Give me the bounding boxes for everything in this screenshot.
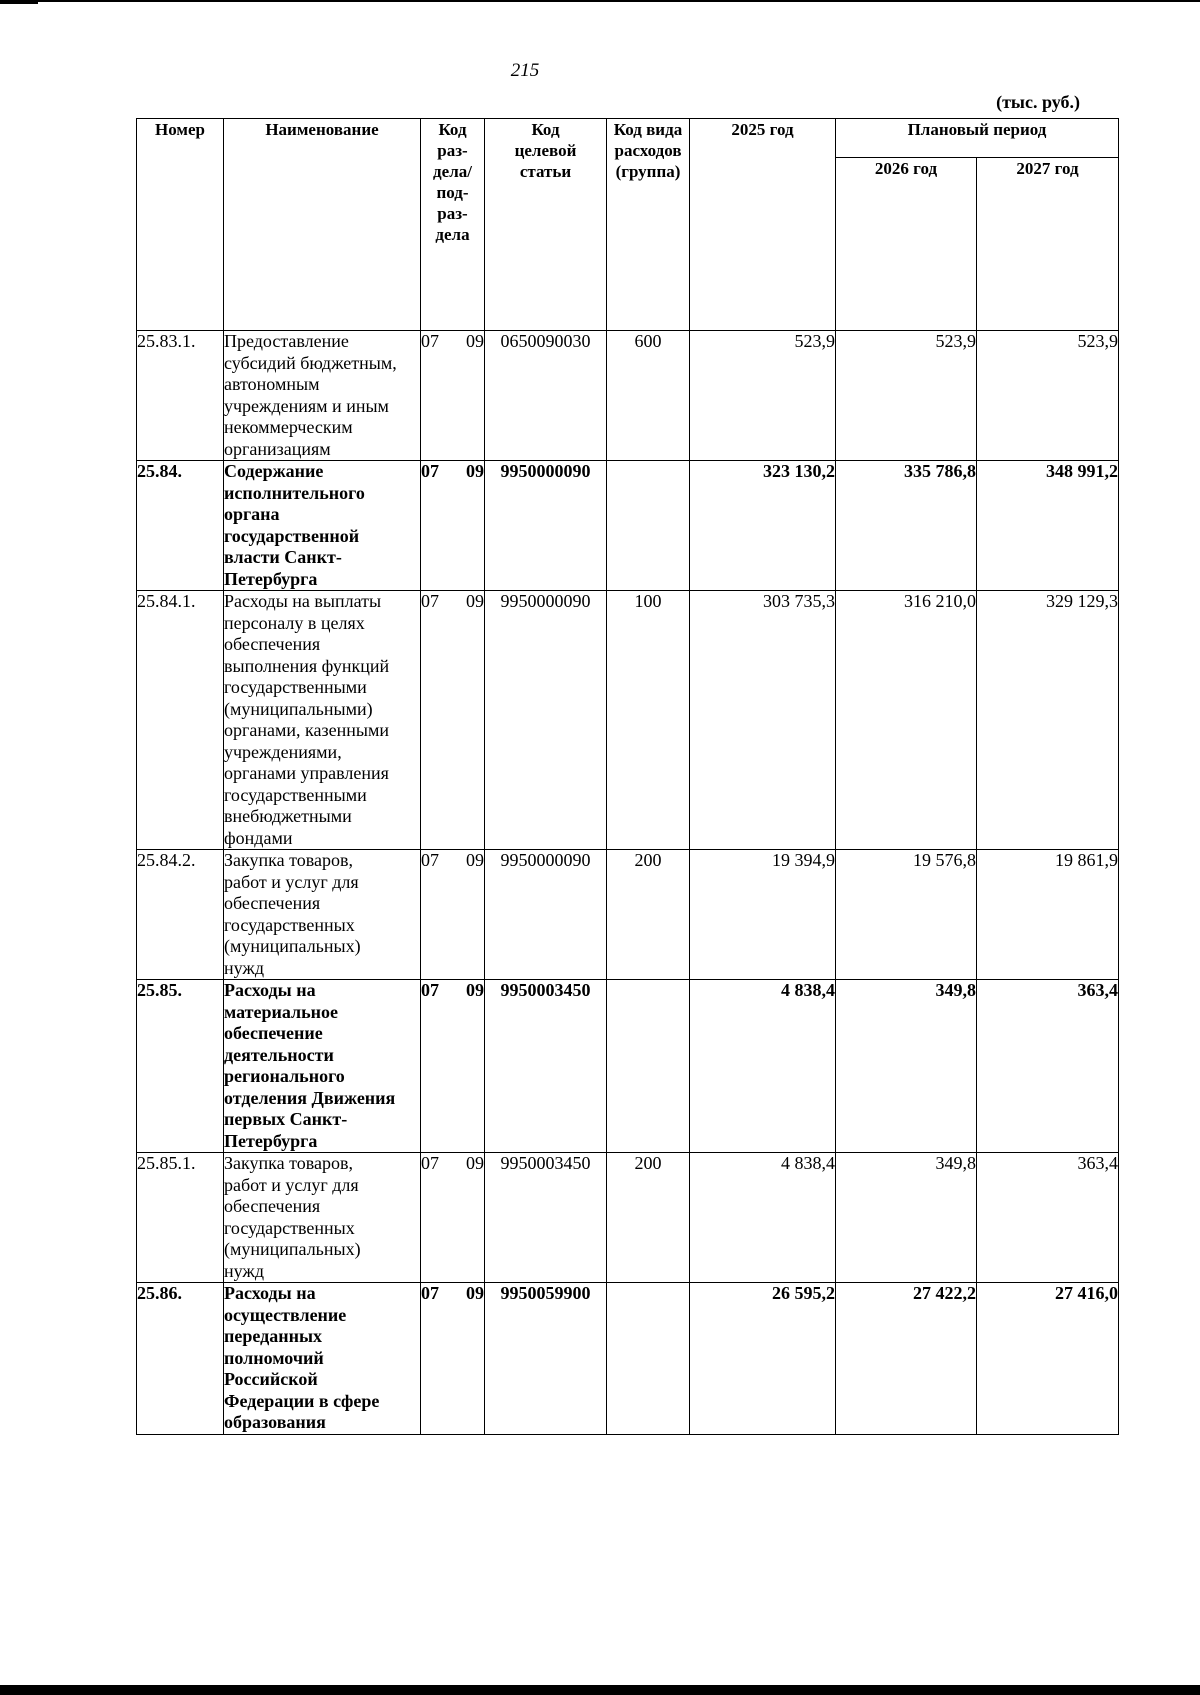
- header-line: Код: [531, 120, 560, 139]
- row-name-line: Петербурга: [224, 568, 318, 589]
- row-name: [224, 461, 421, 591]
- header-planned-period: Плановый период: [836, 119, 1119, 158]
- row-name-line: обеспечение: [224, 1023, 323, 1043]
- row-razdel: [421, 980, 485, 1153]
- row-name-line: образования: [224, 1412, 326, 1432]
- podrazdel-code: 09: [466, 980, 484, 1000]
- razdel-pair: [421, 461, 484, 483]
- row-name-line: Расходы на: [224, 1283, 316, 1303]
- table-body: [137, 331, 1119, 1435]
- row-value-2025: 303 735,3: [690, 591, 836, 850]
- row-name-line: регионального: [224, 1066, 345, 1086]
- row-name: [224, 1153, 421, 1283]
- header-line: Код: [438, 120, 467, 139]
- row-value-2025: 4 838,4: [690, 980, 836, 1153]
- row-value-2025: 26 595,2: [690, 1283, 836, 1435]
- header-name: Наименование: [224, 119, 421, 331]
- table-row: [137, 850, 1119, 980]
- row-name-line: внебюджетными: [224, 806, 352, 826]
- podrazdel-code: 09: [466, 331, 484, 351]
- row-value-2027: 19 861,9: [977, 850, 1119, 980]
- table-row: [137, 1283, 1119, 1435]
- row-value-2027: 329 129,3: [977, 591, 1119, 850]
- row-name-line: власти Санкт-: [224, 547, 342, 567]
- row-name-line: государственной: [224, 525, 360, 546]
- row-name-line: Расходы на: [224, 980, 316, 1000]
- row-name-line: Российской: [224, 1369, 318, 1389]
- row-name-line: государственными: [224, 784, 367, 805]
- header-year-2027: 2027 год: [977, 158, 1119, 331]
- row-name-line: учреждениям и иным: [224, 395, 389, 416]
- row-name-line: обеспечения: [224, 1196, 321, 1216]
- row-number: 25.83.1.: [137, 331, 224, 461]
- row-name-line: фондами: [224, 827, 293, 848]
- row-value-2026: 335 786,8: [836, 461, 977, 591]
- row-name-line: осуществление: [224, 1304, 347, 1325]
- row-target-code: 9950003450: [485, 1153, 607, 1283]
- row-name-line: субсидий бюджетным,: [224, 352, 397, 373]
- podrazdel-code: 09: [466, 1283, 484, 1303]
- row-number: 25.84.: [137, 461, 224, 591]
- row-razdel: [421, 1283, 485, 1435]
- header-year-2025: 2025 год: [690, 119, 836, 331]
- row-number: 25.84.2.: [137, 850, 224, 980]
- razdel-code: 07: [421, 1283, 439, 1303]
- row-name-line: Закупка товаров,: [224, 850, 353, 870]
- units-label: (тыс. руб.): [996, 92, 1080, 112]
- row-name-line: Петербурга: [224, 1130, 318, 1151]
- row-value-2025: 323 130,2: [690, 461, 836, 591]
- row-name-line: государственных: [224, 914, 355, 935]
- row-name-line: организациям: [224, 438, 331, 459]
- row-number: 25.85.1.: [137, 1153, 224, 1283]
- row-target-code: 0650090030: [485, 331, 607, 461]
- row-name: [224, 850, 421, 980]
- podrazdel-code: 09: [466, 461, 484, 481]
- row-value-2025: 523,9: [690, 331, 836, 461]
- row-name-line: материальное: [224, 1001, 339, 1022]
- row-name-line: Предоставление: [224, 331, 349, 351]
- row-name-line: полномочий: [224, 1347, 324, 1368]
- table-row: [137, 980, 1119, 1153]
- row-name-line: Содержание: [224, 461, 324, 481]
- header-line: целевой: [514, 141, 577, 160]
- row-target-code: 9950000090: [485, 591, 607, 850]
- podrazdel-code: 09: [466, 850, 484, 870]
- page-number: 215: [510, 60, 540, 81]
- row-razdel: [421, 331, 485, 461]
- row-name-line: (муниципальных): [224, 1239, 361, 1259]
- podrazdel-code: 09: [466, 1153, 484, 1173]
- row-name-line: исполнительного: [224, 482, 365, 503]
- row-name-line: работ и услуг для: [224, 1174, 359, 1195]
- header-line: Код вида: [613, 120, 683, 139]
- row-expense-type: [607, 461, 690, 591]
- header-line: (группа): [615, 162, 681, 181]
- header-row-1: [137, 119, 1119, 158]
- row-name-line: обеспечения: [224, 893, 321, 913]
- row-target-code: 9950059900: [485, 1283, 607, 1435]
- row-number: 25.84.1.: [137, 591, 224, 850]
- row-name-line: органа: [224, 504, 280, 524]
- row-value-2026: 316 210,0: [836, 591, 977, 850]
- razdel-pair: [421, 850, 484, 872]
- row-expense-type: 200: [607, 1153, 690, 1283]
- header-line: раз-: [437, 204, 468, 223]
- header-line: дела: [435, 225, 470, 244]
- row-expense-type: 200: [607, 850, 690, 980]
- header-number: Номер: [137, 119, 224, 331]
- row-name-line: работ и услуг для: [224, 871, 359, 892]
- header-line: раз-: [437, 141, 468, 160]
- row-razdel: [421, 850, 485, 980]
- razdel-code: 07: [421, 850, 439, 870]
- razdel-code: 07: [421, 461, 439, 481]
- header-line: дела/: [433, 162, 472, 181]
- header-razdel: [421, 119, 485, 331]
- row-razdel: [421, 1153, 485, 1283]
- row-value-2026: 349,8: [836, 980, 977, 1153]
- table-row: [137, 331, 1119, 461]
- budget-table: [136, 118, 1119, 1435]
- row-name-line: (муниципальных): [224, 936, 361, 956]
- row-target-code: 9950003450: [485, 980, 607, 1153]
- row-value-2027: 348 991,2: [977, 461, 1119, 591]
- header-year-2026: 2026 год: [836, 158, 977, 331]
- razdel-pair: [421, 591, 484, 613]
- row-name-line: нужд: [224, 957, 264, 978]
- header-line: статьи: [519, 162, 572, 181]
- row-name: [224, 331, 421, 461]
- row-value-2026: 349,8: [836, 1153, 977, 1283]
- bottom-scan-border: [0, 1685, 1200, 1695]
- row-name: [224, 591, 421, 850]
- row-name: [224, 980, 421, 1153]
- row-razdel: [421, 591, 485, 850]
- row-name-line: органами управления: [224, 763, 389, 783]
- top-scan-border-mark: [0, 0, 38, 4]
- row-target-code: 9950000090: [485, 850, 607, 980]
- row-name-line: Закупка товаров,: [224, 1153, 353, 1173]
- header-expense-type: [607, 119, 690, 331]
- razdel-code: 07: [421, 331, 439, 351]
- header-target-code: [485, 119, 607, 331]
- row-name-line: автономным: [224, 374, 320, 394]
- razdel-pair: [421, 1283, 484, 1305]
- row-number: 25.86.: [137, 1283, 224, 1435]
- row-name-line: Расходы на выплаты: [224, 591, 382, 611]
- row-razdel: [421, 461, 485, 591]
- row-value-2027: 27 416,0: [977, 1283, 1119, 1435]
- row-number: 25.85.: [137, 980, 224, 1153]
- row-value-2027: 363,4: [977, 1153, 1119, 1283]
- row-name-line: выполнения функций: [224, 655, 390, 676]
- row-name-line: отделения Движения: [224, 1087, 396, 1108]
- row-name: [224, 1283, 421, 1435]
- row-name-line: государственными: [224, 677, 367, 697]
- row-target-code: 9950000090: [485, 461, 607, 591]
- header-line: под-: [436, 183, 469, 202]
- row-expense-type: [607, 1283, 690, 1435]
- row-name-line: деятельности: [224, 1044, 334, 1065]
- row-value-2027: 523,9: [977, 331, 1119, 461]
- table-row: [137, 461, 1119, 591]
- row-name-line: органами, казенными: [224, 720, 389, 740]
- podrazdel-code: 09: [466, 591, 484, 611]
- row-expense-type: 100: [607, 591, 690, 850]
- row-value-2025: 4 838,4: [690, 1153, 836, 1283]
- table-row: [137, 591, 1119, 850]
- razdel-pair: [421, 980, 484, 1002]
- row-name-line: первых Санкт-: [224, 1109, 348, 1129]
- row-name-line: некоммерческим: [224, 417, 353, 437]
- row-name-line: нужд: [224, 1260, 264, 1281]
- row-value-2026: 523,9: [836, 331, 977, 461]
- row-name-line: Федерации в сфере: [224, 1390, 380, 1411]
- row-expense-type: [607, 980, 690, 1153]
- row-name-line: государственных: [224, 1217, 355, 1238]
- razdel-code: 07: [421, 1153, 439, 1173]
- header-line: расходов: [614, 141, 682, 160]
- row-value-2025: 19 394,9: [690, 850, 836, 980]
- row-name-line: учреждениями,: [224, 741, 342, 762]
- row-name-line: персоналу в целях: [224, 612, 365, 633]
- table-row: [137, 1153, 1119, 1283]
- top-scan-border: [0, 0, 1200, 2]
- row-name-line: обеспечения: [224, 634, 321, 654]
- row-value-2027: 363,4: [977, 980, 1119, 1153]
- row-name-line: (муниципальными): [224, 698, 373, 719]
- row-value-2026: 27 422,2: [836, 1283, 977, 1435]
- row-expense-type: 600: [607, 331, 690, 461]
- row-name-line: переданных: [224, 1326, 323, 1346]
- razdel-pair: [421, 1153, 484, 1175]
- row-value-2026: 19 576,8: [836, 850, 977, 980]
- razdel-code: 07: [421, 980, 439, 1000]
- razdel-code: 07: [421, 591, 439, 611]
- razdel-pair: [421, 331, 484, 353]
